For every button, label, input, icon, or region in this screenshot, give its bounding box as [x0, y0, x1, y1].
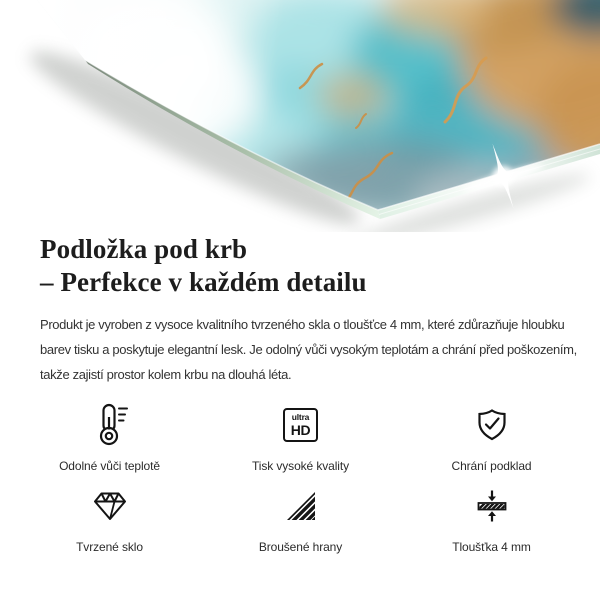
feature-label: Tvrzené sklo [76, 540, 143, 554]
feature-item-thickness [396, 483, 587, 555]
ultra-hd-icon-text-top: ultra [291, 412, 310, 423]
feature-item-heat-resistant [14, 402, 205, 474]
feature-label: Broušené hrany [258, 540, 343, 554]
diamond-icon [92, 490, 128, 522]
feature-item-protects-surface [396, 402, 587, 474]
beveled-edges-icon [285, 490, 317, 522]
ultra-hd-icon-text-bottom: HD [290, 421, 311, 438]
page-title-line1: Podložka pod krb [40, 234, 248, 264]
feature-item-polished-edges [205, 483, 396, 555]
feature-label: Chrání podklad [451, 459, 532, 473]
feature-label: Tloušťka 4 mm [452, 540, 531, 554]
feature-label: Tisk vysoké kvality [251, 459, 349, 473]
feature-item-print-quality [205, 402, 396, 474]
thermometer-icon [92, 403, 128, 447]
features-grid [14, 402, 587, 555]
thickness-icon [475, 489, 509, 523]
ultra-hd-icon [283, 408, 318, 442]
page-title-line2: – Perfekce v každém detailu [40, 267, 367, 297]
shield-check-icon [475, 408, 509, 442]
feature-item-tempered-glass [14, 483, 205, 555]
page-title [40, 233, 585, 299]
product-description: Produkt je vyroben z vysoce kvalitního tvrzeného skla o tloušťce 4 mm, které zdůrazňuje hloubku barev tisku a poskytuje elegantní lesk. Je odolný vůči vysokým teplotám a chrání před poškozením, takže zajistí prostor kolem krbu na dlouhá léta. [40, 317, 577, 382]
product-image [0, 0, 600, 232]
product-info-section [40, 233, 585, 387]
feature-label: Odolné vůči teplotě [59, 459, 160, 473]
